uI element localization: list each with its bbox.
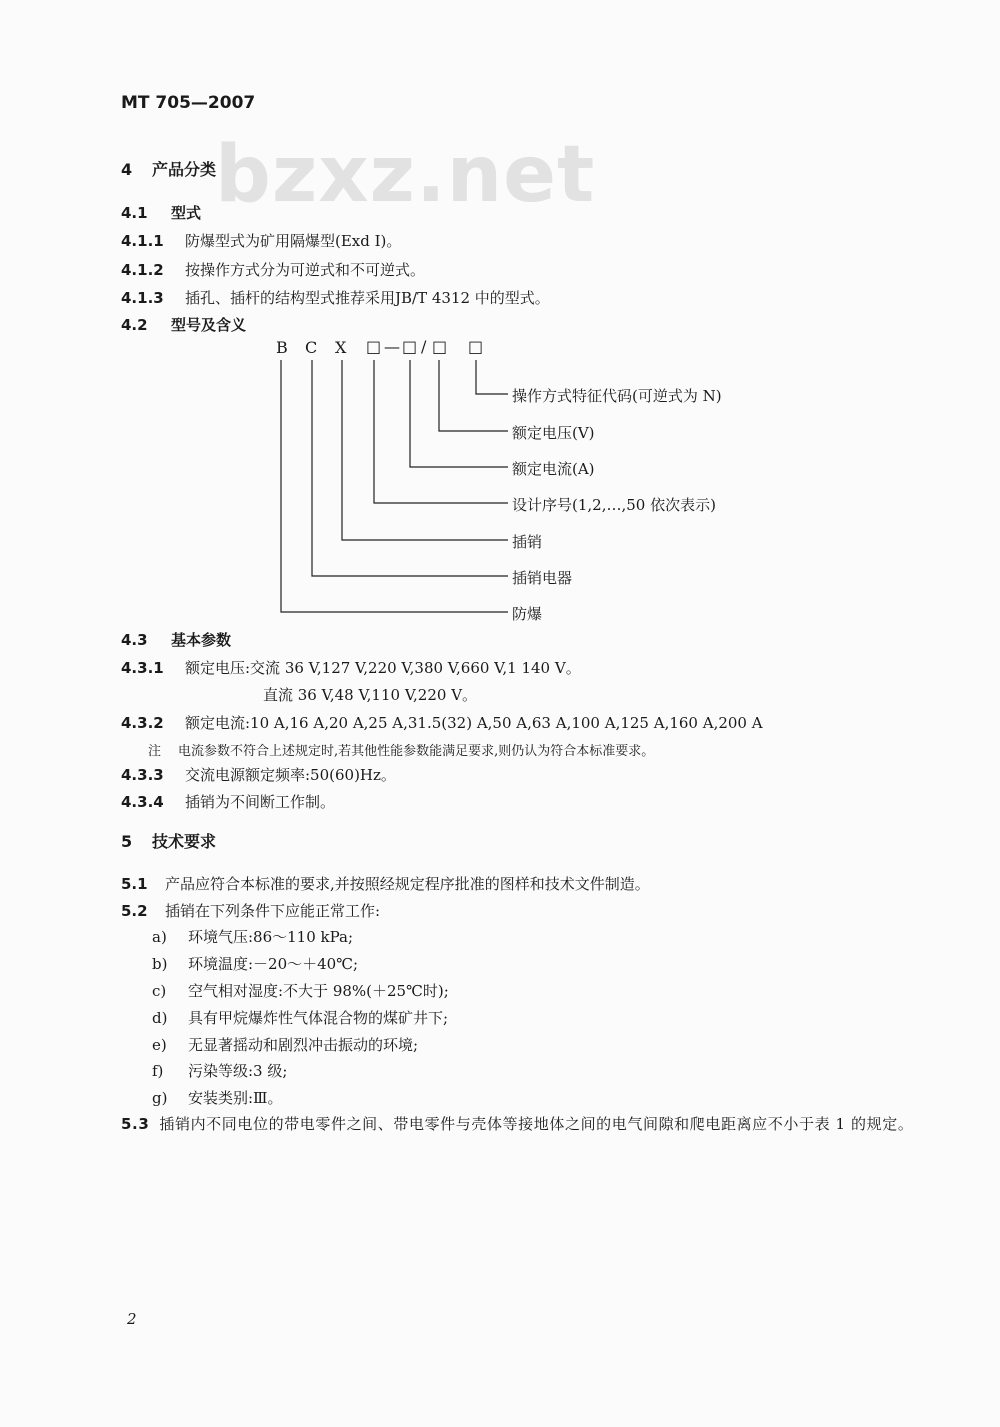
list-label: d) (152, 1009, 168, 1027)
clause-5-3 (121, 1110, 921, 1138)
clause-number: 4.1.2 (121, 261, 164, 279)
clause-number: 4.3.3 (121, 766, 164, 784)
clause-text: 插孔、插杆的结构型式推荐采用JB/T 4312 中的型式。 (185, 289, 550, 307)
list-text: 污染等级:3 级; (188, 1062, 288, 1080)
list-label: g) (152, 1089, 168, 1107)
clause-4-3-4 (121, 791, 335, 812)
clause-text: 按操作方式分为可逆式和不可逆式。 (185, 261, 426, 279)
model-code-dash: — (384, 337, 400, 356)
list-item-c (152, 980, 449, 1001)
section-number: 4.3 (121, 631, 148, 649)
model-code-box-operation: □ (468, 337, 484, 356)
clause-text: 交流电源额定频率:50(60)Hz。 (185, 766, 396, 784)
list-item-g (152, 1087, 283, 1108)
clause-4-3-1-dc: 直流 36 V,48 V,110 V,220 V。 (263, 686, 478, 704)
page-number: 2 (127, 1310, 137, 1328)
clause-text: 产品应符合本标准的要求,并按照经规定程序批准的图样和技术文件制造。 (165, 875, 650, 893)
section-number: 4.2 (121, 316, 148, 334)
label-rated-voltage: 额定电压(V) (512, 424, 595, 442)
model-code-box-voltage: □ (432, 337, 448, 356)
leader-line-pin (342, 360, 508, 540)
clause-number: 4.1.3 (121, 289, 164, 307)
list-item-d (152, 1007, 448, 1028)
label-plug-device: 插销电器 (512, 569, 573, 587)
clause-5-2 (121, 900, 380, 921)
list-text: 安装类别:Ⅲ。 (188, 1089, 283, 1107)
label-pin: 插销 (512, 533, 543, 551)
label-design-number: 设计序号(1,2,…,50 依次表示) (512, 496, 716, 514)
clause-number: 5.1 (121, 875, 148, 893)
list-label: f) (152, 1062, 164, 1080)
note-current-params (148, 740, 654, 759)
model-code-letter-c: C (305, 338, 318, 357)
section-number: 5 (121, 832, 133, 851)
leader-line-voltage (439, 360, 508, 431)
note-label: 注 (148, 744, 162, 759)
section-5-heading (121, 829, 216, 852)
label-operation-code: 操作方式特征代码(可逆式为 N) (512, 387, 722, 405)
clause-text: 插销在下列条件下应能正常工作: (165, 902, 381, 920)
clause-text: 插销内不同电位的带电零件之间、带电零件与壳体等接地体之间的电气间隙和爬电距离应不小于表 1 的规定。 (159, 1115, 914, 1133)
clause-text: 额定电压:交流 36 V,127 V,220 V,380 V,660 V,1 140 V。 (185, 659, 581, 677)
clause-number: 5.2 (121, 902, 148, 920)
model-code-slash: / (421, 337, 427, 356)
section-title: 产品分类 (152, 160, 217, 179)
model-code-box-current: □ (402, 337, 418, 356)
clause-text: 防爆型式为矿用隔爆型(Exd I)。 (185, 232, 402, 250)
clause-text: 额定电流:10 A,16 A,20 A,25 A,31.5(32) A,50 A,63 A,100 A,125 A,160 A,200 A (185, 714, 763, 732)
section-title: 基本参数 (171, 631, 232, 649)
list-item-f (152, 1060, 287, 1081)
label-rated-current: 额定电流(A) (512, 460, 595, 478)
list-label: c) (152, 982, 167, 1000)
section-title: 型号及含义 (171, 316, 247, 334)
list-text: 具有甲烷爆炸性气体混合物的煤矿井下; (188, 1009, 449, 1027)
watermark: bzxz.net (215, 130, 596, 220)
clause-number: 5.3 (121, 1115, 150, 1133)
clause-4-3-2 (121, 712, 763, 733)
clause-number: 4.3.4 (121, 793, 164, 811)
label-explosion-proof: 防爆 (512, 605, 543, 623)
clause-number: 4.1.1 (121, 232, 164, 250)
section-number: 4.1 (121, 204, 148, 222)
clause-text: 插销为不间断工作制。 (185, 793, 336, 811)
clause-5-1 (121, 873, 650, 894)
leader-line-operation (476, 360, 508, 394)
section-number: 4 (121, 160, 133, 179)
list-label: b) (152, 955, 168, 973)
list-item-a (152, 926, 353, 947)
leader-line-current (410, 360, 508, 467)
section-4-3-heading (121, 629, 231, 650)
clause-number: 4.3.2 (121, 714, 164, 732)
clause-4-3-1 (121, 657, 581, 678)
list-text: 无显著摇动和剧烈冲击振动的环境; (188, 1036, 419, 1054)
leader-line-explosion-proof (281, 360, 508, 612)
section-title: 型式 (171, 204, 202, 222)
note-text: 电流参数不符合上述规定时,若其他性能参数能满足要求,则仍认为符合本标准要求。 (178, 744, 655, 759)
model-code-box-design: □ (366, 337, 382, 356)
list-label: a) (152, 928, 167, 946)
document-code: MT 705—2007 (121, 93, 256, 113)
model-code-letter-b: B (276, 338, 288, 357)
model-code-letter-x: X (335, 338, 347, 357)
list-text: 空气相对湿度:不大于 98%(＋25℃时); (188, 982, 449, 1000)
list-item-e (152, 1034, 418, 1055)
clause-number: 4.3.1 (121, 659, 164, 677)
clause-4-3-3 (121, 764, 396, 785)
list-text: 环境温度:－20～＋40℃; (188, 955, 359, 973)
section-title: 技术要求 (152, 832, 217, 851)
list-text: 环境气压:86～110 kPa; (188, 928, 354, 946)
list-item-b (152, 953, 358, 974)
list-label: e) (152, 1036, 167, 1054)
